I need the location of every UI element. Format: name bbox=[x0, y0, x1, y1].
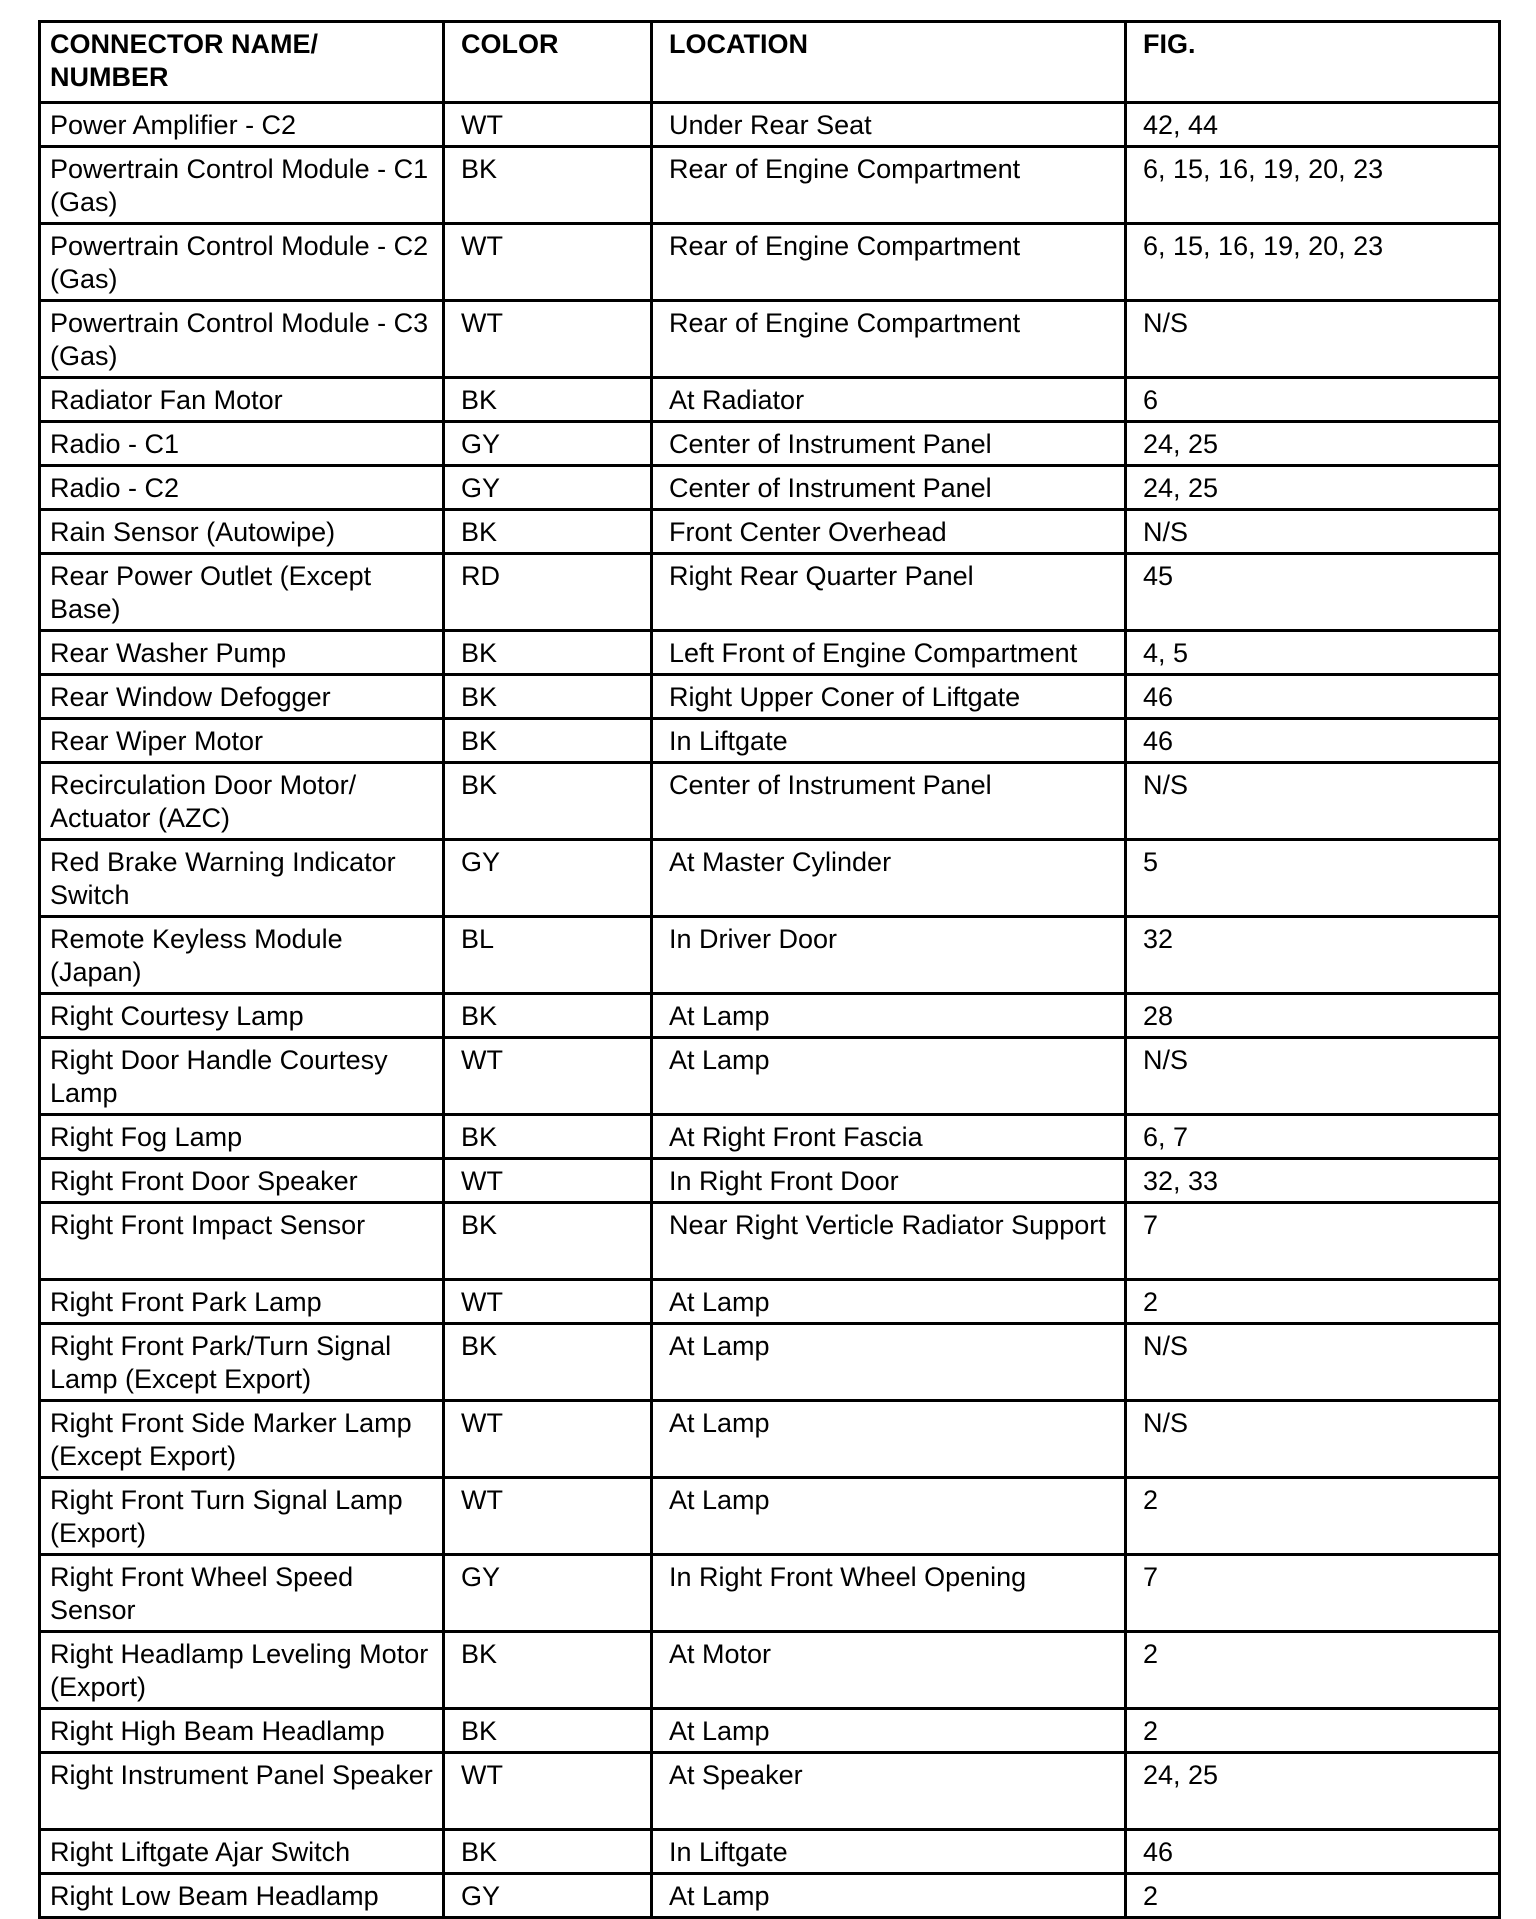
location-cell: At Right Front Fascia bbox=[652, 1115, 1126, 1159]
fig-cell: 28 bbox=[1126, 994, 1500, 1038]
fig-cell: N/S bbox=[1126, 301, 1500, 378]
fig-cell: 2 bbox=[1126, 1709, 1500, 1753]
location-cell: Right Rear Quarter Panel bbox=[652, 554, 1126, 631]
fig-cell: 5 bbox=[1126, 840, 1500, 917]
fig-cell: N/S bbox=[1126, 1038, 1500, 1115]
color-cell: GY bbox=[444, 1874, 652, 1918]
fig-cell: 32, 33 bbox=[1126, 1159, 1500, 1203]
table-row bbox=[40, 1159, 1500, 1203]
connector-name-cell: Radiator Fan Motor bbox=[40, 378, 444, 422]
location-cell: In Right Front Door bbox=[652, 1159, 1126, 1203]
color-cell: GY bbox=[444, 1555, 652, 1632]
connector-name-cell: Right Door Handle Courtesy Lamp bbox=[40, 1038, 444, 1115]
connector-name-cell: Right Liftgate Ajar Switch bbox=[40, 1830, 444, 1874]
location-cell: At Lamp bbox=[652, 994, 1126, 1038]
connector-name-cell: Right Headlamp Leveling Motor (Export) bbox=[40, 1632, 444, 1709]
color-cell: BK bbox=[444, 994, 652, 1038]
connector-name-cell: Radio - C2 bbox=[40, 466, 444, 510]
connector-name-cell: Rear Power Outlet (Except Base) bbox=[40, 554, 444, 631]
connector-name-cell: Powertrain Control Module - C3 (Gas) bbox=[40, 301, 444, 378]
connector-name-cell: Right Courtesy Lamp bbox=[40, 994, 444, 1038]
fig-cell: N/S bbox=[1126, 763, 1500, 840]
connector-name-cell: Right Low Beam Headlamp bbox=[40, 1874, 444, 1918]
table-row bbox=[40, 1324, 1500, 1401]
table-row bbox=[40, 840, 1500, 917]
location-cell: At Master Cylinder bbox=[652, 840, 1126, 917]
color-cell: BK bbox=[444, 1324, 652, 1401]
location-cell: Center of Instrument Panel bbox=[652, 422, 1126, 466]
location-cell: At Speaker bbox=[652, 1753, 1126, 1830]
location-cell: Center of Instrument Panel bbox=[652, 763, 1126, 840]
table-row bbox=[40, 1280, 1500, 1324]
connector-name-cell: Red Brake Warning Indicator Switch bbox=[40, 840, 444, 917]
color-cell: BK bbox=[444, 675, 652, 719]
table-row bbox=[40, 147, 1500, 224]
table-row bbox=[40, 1478, 1500, 1555]
connector-name-cell: Rear Window Defogger bbox=[40, 675, 444, 719]
fig-cell: 46 bbox=[1126, 719, 1500, 763]
location-cell: In Liftgate bbox=[652, 1830, 1126, 1874]
connector-name-cell: Right Front Park/Turn Signal Lamp (Except Export) bbox=[40, 1324, 444, 1401]
fig-cell: 2 bbox=[1126, 1632, 1500, 1709]
table-row bbox=[40, 917, 1500, 994]
table-row bbox=[40, 763, 1500, 840]
connector-name-cell: Rear Washer Pump bbox=[40, 631, 444, 675]
color-cell: BK bbox=[444, 719, 652, 763]
color-cell: WT bbox=[444, 1478, 652, 1555]
location-cell: Center of Instrument Panel bbox=[652, 466, 1126, 510]
table-row bbox=[40, 103, 1500, 147]
table-row bbox=[40, 1401, 1500, 1478]
fig-cell: 46 bbox=[1126, 1830, 1500, 1874]
location-cell: At Radiator bbox=[652, 378, 1126, 422]
table-row bbox=[40, 1632, 1500, 1709]
table-header bbox=[40, 22, 1500, 103]
connector-name-cell: Recirculation Door Motor/ Actuator (AZC) bbox=[40, 763, 444, 840]
table-row bbox=[40, 301, 1500, 378]
connector-name-cell: Rear Wiper Motor bbox=[40, 719, 444, 763]
header-name-line1: CONNECTOR NAME/ bbox=[50, 29, 319, 59]
color-cell: WT bbox=[444, 1038, 652, 1115]
fig-cell: 6, 15, 16, 19, 20, 23 bbox=[1126, 147, 1500, 224]
fig-cell: 24, 25 bbox=[1126, 466, 1500, 510]
location-cell: Under Rear Seat bbox=[652, 103, 1126, 147]
location-cell: Rear of Engine Compartment bbox=[652, 301, 1126, 378]
fig-cell: 42, 44 bbox=[1126, 103, 1500, 147]
location-cell: At Lamp bbox=[652, 1478, 1126, 1555]
fig-cell: 6, 15, 16, 19, 20, 23 bbox=[1126, 224, 1500, 301]
color-cell: BK bbox=[444, 1709, 652, 1753]
color-cell: BK bbox=[444, 378, 652, 422]
location-cell: Left Front of Engine Compartment bbox=[652, 631, 1126, 675]
table-row bbox=[40, 719, 1500, 763]
header-connector-name bbox=[40, 22, 444, 103]
header-color: COLOR bbox=[444, 22, 652, 103]
fig-cell: 2 bbox=[1126, 1478, 1500, 1555]
connector-name-cell: Right High Beam Headlamp bbox=[40, 1709, 444, 1753]
color-cell: BK bbox=[444, 147, 652, 224]
color-cell: WT bbox=[444, 103, 652, 147]
connector-table bbox=[38, 20, 1501, 1919]
connector-name-cell: Right Fog Lamp bbox=[40, 1115, 444, 1159]
fig-cell: 7 bbox=[1126, 1555, 1500, 1632]
table-row bbox=[40, 1753, 1500, 1830]
color-cell: RD bbox=[444, 554, 652, 631]
table-row bbox=[40, 1038, 1500, 1115]
color-cell: BK bbox=[444, 1203, 652, 1280]
connector-name-cell: Power Amplifier - C2 bbox=[40, 103, 444, 147]
fig-cell: N/S bbox=[1126, 1324, 1500, 1401]
fig-cell: 6, 7 bbox=[1126, 1115, 1500, 1159]
location-cell: At Lamp bbox=[652, 1709, 1126, 1753]
fig-cell: 7 bbox=[1126, 1203, 1500, 1280]
fig-cell: 6 bbox=[1126, 378, 1500, 422]
location-cell: Front Center Overhead bbox=[652, 510, 1126, 554]
fig-cell: 24, 25 bbox=[1126, 422, 1500, 466]
color-cell: BK bbox=[444, 763, 652, 840]
connector-name-cell: Right Front Wheel Speed Sensor bbox=[40, 1555, 444, 1632]
fig-cell: N/S bbox=[1126, 510, 1500, 554]
color-cell: BK bbox=[444, 631, 652, 675]
connector-name-cell: Powertrain Control Module - C1 (Gas) bbox=[40, 147, 444, 224]
table-row bbox=[40, 224, 1500, 301]
table-row bbox=[40, 1830, 1500, 1874]
location-cell: At Lamp bbox=[652, 1280, 1126, 1324]
color-cell: BK bbox=[444, 1632, 652, 1709]
connector-name-cell: Right Front Side Marker Lamp (Except Export) bbox=[40, 1401, 444, 1478]
table-row bbox=[40, 1709, 1500, 1753]
fig-cell: 32 bbox=[1126, 917, 1500, 994]
color-cell: BK bbox=[444, 510, 652, 554]
location-cell: At Lamp bbox=[652, 1324, 1126, 1401]
table-row bbox=[40, 1203, 1500, 1280]
table-row bbox=[40, 1874, 1500, 1918]
color-cell: WT bbox=[444, 301, 652, 378]
fig-cell: 2 bbox=[1126, 1874, 1500, 1918]
location-cell: In Driver Door bbox=[652, 917, 1126, 994]
color-cell: WT bbox=[444, 224, 652, 301]
table-row bbox=[40, 466, 1500, 510]
location-cell: In Right Front Wheel Opening bbox=[652, 1555, 1126, 1632]
location-cell: At Lamp bbox=[652, 1038, 1126, 1115]
connector-name-cell: Radio - C1 bbox=[40, 422, 444, 466]
color-cell: GY bbox=[444, 422, 652, 466]
location-cell: Rear of Engine Compartment bbox=[652, 224, 1126, 301]
fig-cell: 45 bbox=[1126, 554, 1500, 631]
connector-name-cell: Right Instrument Panel Speaker bbox=[40, 1753, 444, 1830]
connector-name-cell: Right Front Park Lamp bbox=[40, 1280, 444, 1324]
fig-cell: 2 bbox=[1126, 1280, 1500, 1324]
connector-name-cell: Powertrain Control Module - C2 (Gas) bbox=[40, 224, 444, 301]
fig-cell: 46 bbox=[1126, 675, 1500, 719]
header-location: LOCATION bbox=[652, 22, 1126, 103]
table-body bbox=[40, 103, 1500, 1918]
color-cell: GY bbox=[444, 840, 652, 917]
table-row bbox=[40, 675, 1500, 719]
connector-name-cell: Rain Sensor (Autowipe) bbox=[40, 510, 444, 554]
table-row bbox=[40, 631, 1500, 675]
color-cell: WT bbox=[444, 1753, 652, 1830]
table-row bbox=[40, 1555, 1500, 1632]
color-cell: BK bbox=[444, 1830, 652, 1874]
connector-name-cell: Right Front Impact Sensor bbox=[40, 1203, 444, 1280]
color-cell: BL bbox=[444, 917, 652, 994]
connector-name-cell: Right Front Turn Signal Lamp (Export) bbox=[40, 1478, 444, 1555]
color-cell: GY bbox=[444, 466, 652, 510]
color-cell: BK bbox=[444, 1115, 652, 1159]
location-cell: At Lamp bbox=[652, 1874, 1126, 1918]
color-cell: WT bbox=[444, 1159, 652, 1203]
location-cell: Rear of Engine Compartment bbox=[652, 147, 1126, 224]
table-row bbox=[40, 1115, 1500, 1159]
header-row bbox=[40, 22, 1500, 103]
table-row bbox=[40, 994, 1500, 1038]
connector-name-cell: Remote Keyless Module (Japan) bbox=[40, 917, 444, 994]
location-cell: At Motor bbox=[652, 1632, 1126, 1709]
location-cell: At Lamp bbox=[652, 1401, 1126, 1478]
location-cell: Near Right Verticle Radiator Support bbox=[652, 1203, 1126, 1280]
header-fig: FIG. bbox=[1126, 22, 1500, 103]
location-cell: In Liftgate bbox=[652, 719, 1126, 763]
table-row bbox=[40, 422, 1500, 466]
color-cell: WT bbox=[444, 1280, 652, 1324]
table-row bbox=[40, 554, 1500, 631]
color-cell: WT bbox=[444, 1401, 652, 1478]
table-row bbox=[40, 510, 1500, 554]
fig-cell: 24, 25 bbox=[1126, 1753, 1500, 1830]
table-row bbox=[40, 378, 1500, 422]
header-name-line2: NUMBER bbox=[50, 62, 169, 92]
fig-cell: N/S bbox=[1126, 1401, 1500, 1478]
fig-cell: 4, 5 bbox=[1126, 631, 1500, 675]
connector-name-cell: Right Front Door Speaker bbox=[40, 1159, 444, 1203]
location-cell: Right Upper Coner of Liftgate bbox=[652, 675, 1126, 719]
